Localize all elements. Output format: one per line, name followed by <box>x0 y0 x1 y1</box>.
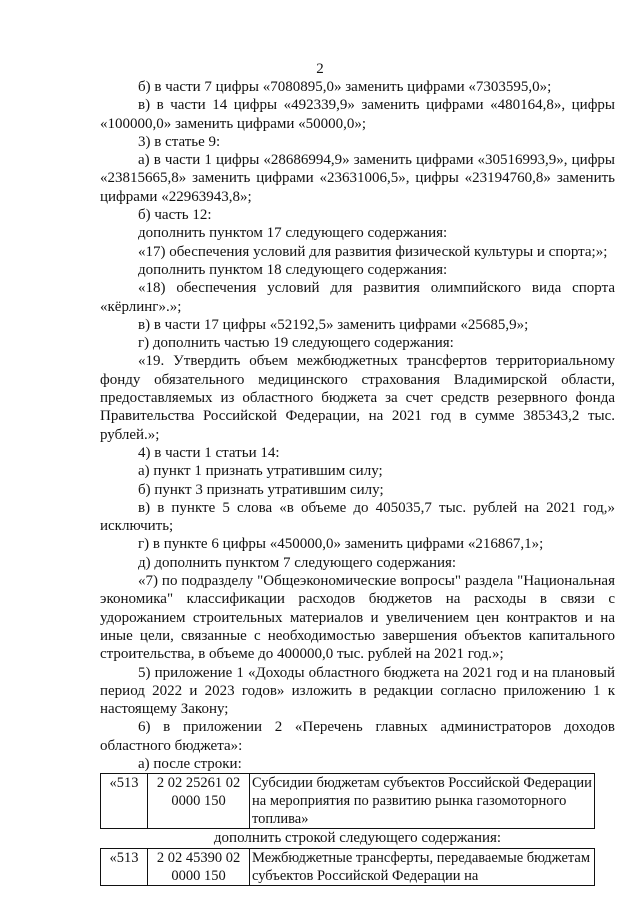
paragraph: дополнить строкой следующего содержания: <box>213 830 502 847</box>
table-cell-kbk: 2 02 45390 02 0000 150 <box>148 848 250 885</box>
paragraph: дополнить пунктом 18 следующего содержания: <box>138 261 448 278</box>
paragraph: 4) в части 1 статьи 14: <box>138 444 280 461</box>
document-body <box>100 78 615 886</box>
paragraph: б) часть 12: <box>138 207 212 224</box>
table-row <box>101 848 595 885</box>
paragraph: «18) обеспечения условий для развития олимпийского вида спорта «кёрлинг».»; <box>100 280 615 315</box>
paragraph: б) пункт 3 признать утратившим силу; <box>138 481 384 498</box>
paragraph: в) в части 14 цифры «492339,9» заменить цифрами «480164,8», цифры «100000,0» заменить цифрами «50000,0»; <box>100 97 615 132</box>
table-cell-name: Субсидии бюджетам субъектов Российской Федерации на мероприятия по развитию рынка газомоторного топлива» <box>250 774 595 829</box>
table-cell-name: Межбюджетные трансферты, передаваемые бюджетам субъектов Российской Федерации на <box>250 848 595 885</box>
paragraph: г) в пункте 6 цифры «450000,0» заменить цифрами «216867,1»; <box>138 536 544 553</box>
table-new-row <box>100 848 595 886</box>
paragraph: в) в части 17 цифры «52192,5» заменить цифрами «25685,9»; <box>138 316 529 333</box>
paragraph: «19. Утвердить объем межбюджетных трансфертов территориальному фонду обязательного медицинского страхования Владимирской области, предоставляемых из областного бюджета за счет средств резервного фонда Правительства Российской Федерации, на 2021 год в сумме 385343,2 тыс. рублей.»; <box>100 353 615 443</box>
paragraph: г) дополнить частью 19 следующего содержания: <box>138 335 454 352</box>
paragraph: 6) в приложении 2 «Перечень главных администраторов доходов областного бюджета»: <box>100 719 615 754</box>
table-cell-code: «513 <box>101 774 148 829</box>
paragraph: дополнить пунктом 17 следующего содержания: <box>138 225 448 242</box>
table-row <box>101 774 595 829</box>
paragraph: а) в части 1 цифры «28686994,9» заменить цифрами «30516993,9», цифры «23815665,8» заменить цифрами «23631006,5», цифры «23194760,8» заменить цифрами «22963943,8»; <box>100 152 615 205</box>
table-cell-kbk: 2 02 25261 02 0000 150 <box>148 774 250 829</box>
paragraph: а) пункт 1 признать утратившим силу; <box>138 463 383 480</box>
table-after-row <box>100 773 595 829</box>
paragraph: а) после строки: <box>138 755 242 772</box>
paragraph: 5) приложение 1 «Доходы областного бюджета на 2021 год и на плановый период 2022 и 2023 годов» изложить в редакции согласно приложению 1 к настоящему Закону; <box>100 664 615 718</box>
paragraph: в) в пункте 5 слова «в объеме до 405035,7 тыс. рублей на 2021 год,» исключить; <box>100 499 615 535</box>
paragraph: д) дополнить пунктом 7 следующего содержания: <box>138 554 457 571</box>
table-cell-code: «513 <box>101 848 148 885</box>
paragraph: 3) в статье 9: <box>138 133 221 150</box>
paragraph: б) в части 7 цифры «7080895,0» заменить цифрами «7303595,0»; <box>138 79 552 95</box>
paragraph: «17) обеспечения условий для развития физической культуры и спорта;»; <box>138 243 608 260</box>
page-number: 2 <box>316 61 324 77</box>
paragraph: «7) по подразделу "Общеэкономические вопросы" раздела "Национальная экономика" классификации расходов бюджетов на расходы в связи с удорожанием строительных материалов и увеличением цен контрактов и на иные цели, связанные с необходимостью завершения объектов капитального строительства, в объеме до 400000,0 тыс. рублей на 2021 год.»; <box>100 573 615 663</box>
